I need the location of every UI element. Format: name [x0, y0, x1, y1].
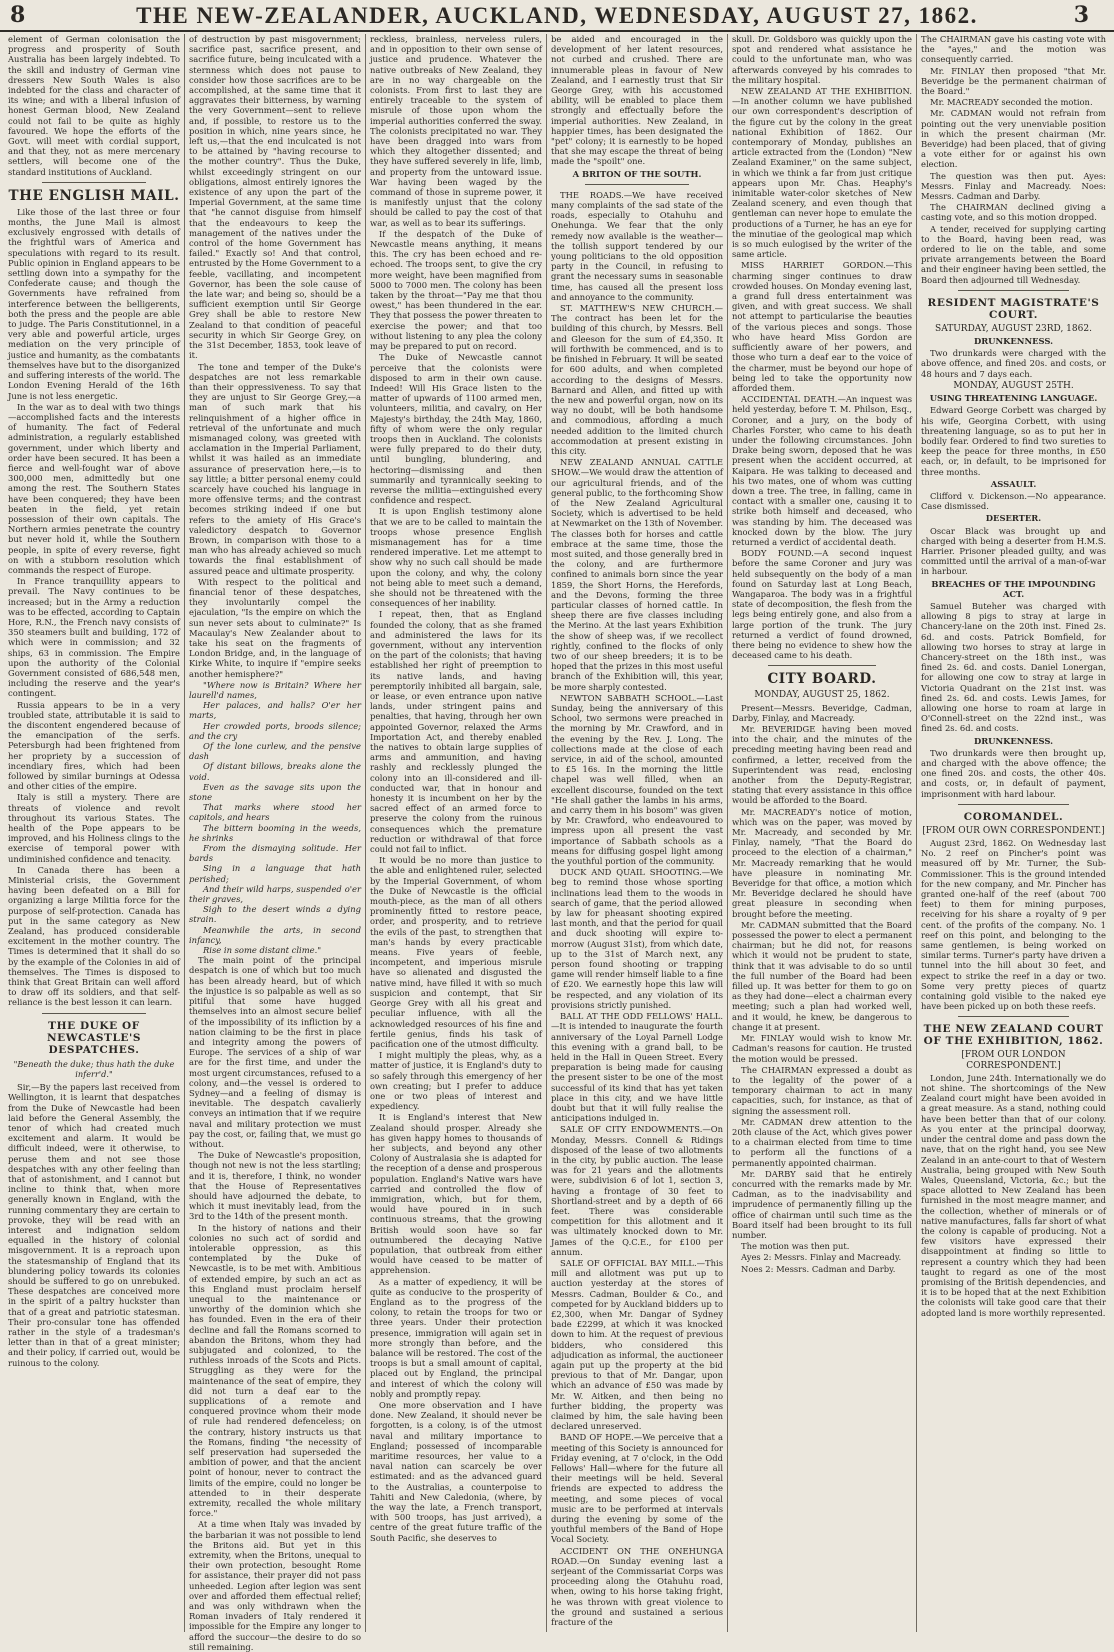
divider [958, 804, 1069, 805]
column-rule [365, 34, 366, 1632]
article-text: Italy is still a mystery. There are threats of violence and revolt throughout its various States. The health of the Pope appears to be improved, and his Holiness clings to the exercise of temporal power with undiminished confidence and tenacity. [8, 792, 180, 864]
report-text: The CHAIRMAN gave his casting vote with the "ayes," and the motion was consequently carried. [921, 34, 1106, 65]
headline-duke-despatches: THE DUKE OF NEWCASTLE'S DESPATCHES. [46, 1019, 142, 1056]
column-3 [370, 34, 542, 1632]
case-heading: DESERTER. [985, 513, 1042, 524]
news-item: BAND OF HOPE.—We perceive that a meeting of this Society is announced for Friday evening, at 7 o'clock, in the Odd Fellows' Hall—where for the future all their meetings will be held. Several friends are expected to address the meeting, and some pieces of vocal music are to be performed at intervals during the evening by some of the youthful members of the Band of Hope Vocal Society. [551, 1432, 723, 1545]
verse-line: Of distant billows, breaks alone the void. [189, 761, 361, 782]
divider [42, 182, 145, 183]
news-item: NEW ZEALAND ANNUAL CATTLE SHOW.—We would draw the attention of our agricultural friends, and of the general public, to the forthcoming Show of the New Zealand Agricultural Society, which is advertised to be held at Newmarket on the 13th of November. The classes both for horses and cattle embrace at the same time, those the most suited, and those generally bred in the colony, and are furthermore confined to animals born since the year 1859, the Short Horns, the Herefords, and the Devons, forming the three particular classes of horned cattle. In sheep there are five classes including the Merino. At the last years Exhibition the show of sheep was, if we recollect rightly, confined to the flocks of only two of our sheep breeders; it is to be hoped that the prizes in this most useful branch of the Exhibition will, this year, be more sharply contested. [551, 457, 723, 692]
report-text: The question was then put. Ayes: Messrs. Finlay and Macready. Noes: Messrs. Cadman and Darby. [921, 170, 1106, 202]
news-item: SALE OF CITY ENDOWMENTS.—On Monday, Messrs. Connell & Ridings disposed of the lease of two allotments in the city, by public auction. The lease was for 21 years and the allotments were, subdivision 6 of lot 1, section 3, having a frontage of 30 feet to Shortland-street and by a depth of 66 feet. There was considerable competition for this allotment and it was ultimately knocked down to Mr. James of the Q.C.E., for £100 per annum. [551, 1124, 723, 1257]
report-text: The CHAIRMAN expressed a doubt as to the legality of the power of a temporary chairman to act in many capacities, such, for instance, as that of signing the assessment roll. [732, 1064, 912, 1116]
letter-text: As a matter of expediency, it will be quite as conducive to the prosperity of England as to the progress of the colony, to retain the troops for two or three years. Under their protection presence, immigration will again set in more strongly than before, and the balance will be restored. The cost of the troops is but a small amount of capital, placed out by England, the principal and interest of which the colony will nobly and promptly repay. [370, 1276, 542, 1399]
verse-line: Meanwhile the arts, in second infancy, [189, 924, 361, 945]
case-text: Edward George Corbett was charged by his wife, Georgina Corbett, with using threatening language, so as to put her in bodily fear. Ordered to find two sureties to keep the peace for three months, in £50 each, or, in default, to be imprisoned for three months. [921, 405, 1106, 477]
divider [768, 665, 876, 666]
case-text: Oscar Black was brought up and charged with being a deserter from H.M.S. Harrier. Prisoner pleaded guilty, and was committed until the arrival of a man-of-war in harbour. [921, 525, 1106, 577]
letter-text: of destruction by past misgovernment; sacrifice past, sacrifice present, and sacrifice future, being inculcated with a sternness which does not pause to consider how those sacrifices are to be accomplished, at the same time that it aggravates their bitterness, by warning the very Government—sent to relieve and, if possible, to restore us to the position in which, nine years since, he left us,—that the end inculcated is not to be attained by "having recourse to the mother country". Thus the Duke, whilst exceedingly stringent on our obligations, almost entirely ignores the existence of any upon the part of the Imperial Government, at the same time that "he cannot disguise from himself that the endeavours to keep the management of the natives under the control of the home Government has failed." Exactly so! And that control, entrusted by the Home Government to a feeble, vacillating, and incompetent Governor, has been the sole cause of the late war; and being so, should be a sufficient exemption until Sir George Grey shall be able to restore New Zealand to that condition of peaceful security in which Sir George Grey, on the 31st December, 1853, took leave of it. [189, 34, 361, 361]
article-text: Russia appears to be in a very troubled state, attributable it is said to the discontent engendered because of the emancipation of the serfs. Petersburgh had been frightened from her propriety by a succession of incendiary fires, which had been followed by similar burnings at Odessa and other cities of the empire. [8, 699, 180, 792]
byline: [FROM OUR LONDON CORRESPONDENT.] [961, 1050, 1066, 1071]
page-number-right: 3 [1073, 2, 1090, 28]
report-text: Mr. FINLAY then proposed "that Mr. Beveridge be the permanent chairman of the Board." [921, 65, 1106, 97]
letter-text: It is upon English testimony alone that we are to be called to maintain the troops whose presence English mismanagement has for a time rendered imperative. Let me attempt to show why no such call should be made upon the colony, and why, the colony not being able to meet such a demand, she should not be threatened with the consequences of her inability. [370, 506, 542, 609]
news-item: BALL AT THE ODD FELLOWS' HALL.—It is intended to inaugurate the fourth anniversary of the Loyal Parnell Lodge this evening with a grand ball, to be held in the Hall in Queen Street. Every preparation is being made for causing the present sister to be one of the most successful of its kind that has yet taken place in this city, and we have little doubt but that it will fully realise the anticipations indulged in. [551, 1011, 723, 1124]
article-text: element of German colonisation the progress and prosperity of South Australia has been largely indebted. To the skill and industry of German vine dressers New South Wales is also indebted for the class and character of its wine; and with a liberal infusion of honest German blood, New Zealand could not fail to be quite as highly favoured. We hope the efforts of the Govt. will meet with cordial support, and that they, not as mere mercenary settlers, will become one of the standard institutions of Auckland. [8, 34, 180, 177]
letter-text: It would be no more than justice to the able and enlightened ruler, selected by the Imperial Government, of whom the Duke of Newcastle is the official mouth-piece, as the man of all others prominently fitted to restore peace, order, and prosperity, and to retrieve the evils of the past, to strengthen that man's hands by every practicable means. Five years of feeble, incompetent, and imperious misrule have so alienated and disgusted the native mind, have filled it with so much suspicion and contempt, that Sir George Grey with all his great and peculiar influence, with all the acknowledged resources of his fine and fertile genius, finds his task of pacification one of the utmost difficulty. [370, 855, 542, 1049]
dateline: MONDAY, AUGUST 25, 1862. [754, 690, 890, 701]
letter-text: If the despatch of the Duke of Newcastle means anything, it means this. The cry has been echoed and re-echoed. The troops sent, to give the cry more weight, have been magnified from 5000 to 7000 men. The colony has been taken by the throat—"Pay me that thou owest," has been thundered in the ear. They that possess the power threaten to exercise the power; and that too without listening to any plea the colony may be prepared to put on record. [370, 228, 542, 352]
verse-line: "Where now is Britain? Where her laurell'd names, [189, 679, 361, 700]
news-item: London, June 24th. Internationally we do not shine. The shortcomings of the New Zealand court might have been avoided in a great measure. As a stand, nothing could have been better than that of our colony. As you enter at the principal doorway, under the central dome and pass down the nave, that on the right hand, you see New Zealand in an ante-court to that of Western Australia, being grouped with New South Wales, Queensland, Victoria, &c.; but the space allotted to New Zealand has been furnished in the most meagre manner, and the collection, whether of minerals or of native manufactures, falls far short of what the colony is capable of producing. Not a few visitors have expressed their disappointment at finding so little to represent a country which they had been taught to regard as one of the most promising of the British dependencies, and it is to be hoped that at the next Exhibition the colonists will take good care that their adopted land is more worthily represented. [921, 1072, 1106, 1318]
letter-signature: A BRITON OF THE SOUTH. [572, 168, 702, 179]
letter-text: reckless, brainless, nerveless rulers, and in opposition to their own sense of justice and prudence. Whatever the native outbreaks of New Zealand, they are in no way chargeable on the colonists. From first to last they are entirely traceable to the system of misrule of those upon whom the imperial authorities conferred the sway. The colonists precipitated no war. They have been dragged into wars from which they altogether dissented; and they have suffered severely in life, limb, and property from the untoward issue. War having been waged by the command of those in supreme power, it is manifestly unjust that the colony should be called to pay the cost of that war, as well as to bear its sufferings. [370, 34, 542, 228]
news-item: August 23rd, 1862. On Wednesday last No. 2 reef on Pincher's point was measured off by Mr. Turner, the Sub-Commissioner. This is the ground intended for the new company, and Mr. Pincher has granted one-half of the reef (about 700 feet) to them for mining purposes, receiving for his share a royalty of 9 per cent. of the profits of the company. No. 1 reef on this point, and belonging to the same gentlemen, is being worked on similar terms. Turner's party have driven a tunnel into the hill about 30 feet, and expect to strike the reef in a day or two. Some very pretty pieces of quartz containing gold visible to the naked eye have been picked up on both these reefs. [921, 838, 1106, 1012]
report-text: The CHAIRMAN declined giving a casting vote, and so this motion dropped. [921, 202, 1106, 223]
report-text: Ayes 2: Messrs. Finlay and Macready. [741, 1252, 902, 1263]
verse-line: The bittern booming in the weeds, he shrinks [189, 822, 361, 843]
news-item: THE ROADS.—We have received many complaints of the sad state of the roads, especially to Otahuhu and Onehunga. We fear that the only remedy now available is the weather—the tollish support tendered by our young politicians to the old opposition party in the Council, in refusing to grant the necessary sums in seasonable time, has caused all the present loss and annoyance to the community. [551, 189, 723, 302]
news-item: MISS HARRIET GORDON.—This charming singer continues to draw crowded houses. On Monday evening last, a grand full dress entertainment was given, and with great success. We shall not attempt to particularise the beauties of the various pieces and songs. Those who have heard Miss Gordon are sufficiently aware of her powers, and those who turn a deaf ear to the voice of the charmer, must be beyond our hope of being led to take the opportunity now afforded them. [732, 260, 912, 393]
report-text: Mr. BEVERIDGE having been moved into the chair, and the minutes of the preceding meeting having been read and confirmed, a letter, received from the Superintendent was read, enclosing another from the Deputy-Registrar, stating that every assistance in this office would be afforded to the Board. [732, 724, 912, 806]
newspaper-title: THE NEW-ZEALANDER, AUCKLAND, WEDNESDAY, AUGUST 27, 1862. [136, 3, 978, 28]
report-text: Mr. CADMAN drew attention to the 20th clause of the Act, which gives power to a chairman elected from time to time to perform all the functions of a permanently appointed chairman. [732, 1116, 912, 1168]
article-text: In Canada there has been a Ministerial crisis, the Government having been defeated on a Bill for organizing a large Militia force for the purpose of self-protection. Canada has put in the same category as New Zealand, has produced considerable excitement in the mother country. The Times is determined that it shall do so by the example of the Colonies in aid of themselves. The Times is disposed to think that Great Britain can well afford to draw off its soldiers, and that self-reliance is the best lesson it can learn. [8, 864, 180, 1008]
report-text: Noes 2: Messrs. Cadman and Darby. [741, 1263, 896, 1274]
letter-text: I repeat, then, that as England founded the colony, that as she framed and administered the laws for its government, without any intervention on the part of the colonists; that having established her right of preemption to its native lands, and having peremptorily inhibited all bargain, sale, or lease, or even entrance upon native lands, under stringent pains and penalties, that having, through her own appointed Governor, relaxed the Arms Importation Act, and thereby enabled the natives to obtain large supplies of arms and ammunition, and having rashly and recklessly plunged the colony into an ill-considered and ill-conducted war, that in honour and honesty it is incumbent on her by the sacred effect of an armed force to preserve the colony from the ruinous consequences which the premature reduction or withdrawal of that force could not fail to inflict. [370, 609, 542, 855]
letter-text: It is England's interest that New Zealand should prosper. Already she has given happy homes to thousands of her subjects, and beyond any other Colony of Australasia she is adapted for the reception of a dense and prosperous population. England's Native wars have carried and controlled the flow of immigration, which, but for them, would have poured in in such continuous streams, that the growing British would soon have so far outnumbered the decaying Native population, that outbreak from either would have ceased to be matter of apprehension. [370, 1112, 542, 1276]
headline-coromandel: COROMANDEL. [963, 810, 1064, 823]
news-item: BODY FOUND.—A second inquest before the same Coroner and jury was held subsequently on the body of a man found on Saturday last at Long Beach, Wangaparoa. The body was in a frightful state of decomposition, the flesh from the legs being entirely gone, and also from a large portion of the trunk. The jury returned a verdict of found drowned, there being no evidence to shew how the deceased came to his death. [732, 548, 912, 661]
letter-text: Sir,—By the papers last received from Wellington, it is learnt that despatches from the Duke of Newcastle had been laid before the General Assembly, the tenor of which had created much excitement and alarm. It would be difficult indeed, were it otherwise, to peruse them and not see those despatches with any other feeling than that of astonishment, and I cannot but incline to think that, when more generally known in England, with the running commentary they are certain to provoke, they will be read with an interest and indignation seldom equalled in the history of colonial misgovernment. It is a reproach upon the statesmanship of England that its blundering policy towards its colonies should be suffered to go on unrebuked. These despatches are conceived more in the spirit of a paltry huckster than that of a great and patriotic statesman. Their pro-consular tone has offended rather in the style of a tradesman's letter than in that of a great minister; and their policy, if carried out, would be ruinous to the colony. [8, 1082, 180, 1368]
letter-text: In the history of nations and their colonies no such act of sordid and intolerable oppression, as this contemplated by the Duke of Newcastle, is to be met with. Ambitious of extended empire, by such an act as this England must proclaim herself unequal to the maintenance or unworthy of the dominion which she has founded. Even in the era of their decline and fall the Romans scorned to abandon the Britons, whom they had subjugated and colonized, to the ruthless inroads of the Scots and Picts. Struggling as they were for the maintenance of the seat of empire, they did not turn a deaf ear to the supplications of a remote and conquered province whom their mode of rule had rendered defenceless; on the contrary, history instructs us that the Romans, finding "the necessity of self preservation had superseded the ambition of power, and that the ancient point of honour, never to contract the limits of the empire, could no longer be attended to in their desperate extremity, recalled the whole military force." [189, 1222, 361, 1519]
page-number-left: 8 [10, 2, 27, 28]
divider [958, 1016, 1069, 1017]
news-item: NEWTON SABBATH SCHOOL.—Last Sunday, being the anniversary of this School, two sermons were preached in the morning by Mr. Crawford, and in the evening by the Rev. J. Long. The collections made at the close of each service, in aid of the school, amounted to £5 16s. In the morning the little chapel was well filled, when an excellent discourse, founded on the text "He shall gather the lambs in his arms, and carry them in his bosom" was given by Mr. Crawford, who endeavoured to impress upon all present the vast importance of Sabbath schools as a means for diffusing gospel light among the youthful portion of the community. [551, 692, 723, 867]
masthead [0, 0, 1114, 32]
case-heading: USING THREATENING LANGUAGE. [929, 393, 1098, 404]
report-text: Mr. CADMAN would not refrain from pointing out the very unenviable position in which the present chairman (Mr. Beveridge) had been placed, that of giving a vote either for or against his own election. [921, 108, 1106, 170]
article-text: In France tranquillity appears to prevail. The Navy continues to be increased; but in the Army a reduction was to be effected, according to Captain Hore, R.N., the French navy consists of 350 steamers built and building, 172 of which were in commission; and 32 ships, 63 in commission. The Empire upon the authority of the Colonial Government consisted of 686,548 men, including the reserve and the year's contingent. [8, 576, 180, 699]
column-4 [551, 34, 723, 1632]
verse-line: Sigh to the desert winds a dying strain. [189, 904, 361, 925]
letter-text: With respect to the political and financial tenor of these despatches, they involuntarily compel the ejaculation, "Is the empire on which the sun never sets about to culminate?" Is Macaulay's New Zealander about to take his seat on the fragments of London Bridge, and, in the language of Kirke White, to inquire if "empire seeks another hemisphere?" [189, 576, 361, 679]
verse-line: Even as the savage sits upon the stone [189, 781, 361, 803]
column-5 [732, 34, 912, 1632]
column-2 [189, 34, 361, 1652]
column-1 [8, 34, 180, 1632]
column-6 [921, 34, 1106, 1632]
verse-line: Her palaces, and halls? O'er her marts, [189, 700, 361, 721]
report-text: Mr. MACREADY's notice of motion, which was on the paper, was moved by Mr. Macready, and seconded by Mr. Finlay, namely, "That the Board do proceed to the election of a chairman," Mr. Macready remarking that he would have pleasure in nominating Mr. Beveridge for that office, a motion which Mr. Beveridge declared he should have great pleasure in seconding when brought before the meeting. [732, 806, 912, 919]
letter-text: The Duke of Newcastle's proposition, though not new is not the less startling; and it is, therefore, I think, no wonder that the House of Representatives should have adjourned the debate, to which it must inevitably lead, from the 3rd to the 14th of the present month. [189, 1150, 361, 1222]
report-text: Mr. CADMAN submitted that the Board possessed the power to elect a permanent chairman; but he did not, for reasons which it would not be prudent to state, think that it was advisable to do so until the full number of the Board had been filled up. It was better for them to go on as they had done—elect a chairman every meeting; such a plan had worked well, and it would, he knew, be dangerous to change it at present. [732, 919, 912, 1032]
dateline: SATURDAY, AUGUST 23RD, 1862. [935, 323, 1092, 334]
letter-text: The Duke of Newcastle cannot perceive that the colonists were disposed to arm in their own cause. Indeed! Will His Grace listen to the matter of upwards of 1100 armed men, volunteers, militia, and cavalry, on Her Majesty's birthday, the 24th May, 1860, fifty of whom were the only regular troops then in Auckland. The colonists were fully prepared to do their duty, until bungling, blundering, and hectoring—dismissing and then summarily and tyrannically seeking to reverse the militia—extinguished every confidence and respect. [370, 352, 542, 506]
article-text: Like those of the last three or four months, the June Mail is almost exclusively engrossed with details of the frightful wars of America and speculations with regard to its result. Public opinion in England appears to be settling down into a sympathy for the Confederate cause; and though the Governments have refrained from interference between the belligerents, both the press and the people are able to judge. The Paris Constitutionnel, in a very able and powerful article, urges mediation on the very principle of justice and humanity, as the combatants themselves have but to the disorganized and suffering interests of the world. The London Evening Herald of the 16th June is not less energetic. [8, 206, 180, 401]
news-item: ST. MATTHEW'S NEW CHURCH.—The contract has been let for the building of this church, by Messrs. Bell and Gleeson for the sum of £4,350. It will forthwith be commenced, and is to be finished in February. It will be seated for 600 adults, and when completed according to the designs of Messrs. Barnard and Allen, and fitted up with the new and powerful organ, now on its way no doubt, will be both handsome and commodious, affording a much needed addition to the limited church accommodation at present existing in this city. [551, 303, 723, 456]
news-item: ACCIDENTAL DEATH.—An inquest was held yesterday, before T. M. Philson, Esq., Coroner, and a jury, on the body of Charles Forster, who came to his death under the following circumstances. John Drake being sworn, deposed that he was present when the accident occurred, at Kaipara. He was talking to deceased and his two mates, one of whom was cutting down a tree. The tree, in falling, came in contact with a smaller one, causing it to strike both himself and deceased, who was standing by him. The deceased was knocked down by the blow. The jury returned a verdict of accidental death. [732, 394, 912, 547]
headline-city-board: CITY BOARD. [767, 671, 877, 688]
letter-text: I might multiply the pleas, why, as a matter of justice, it is England's duty to so safely through this emergency of her own creating; but I prefer to adduce one or two pleas of interest and expediency. [370, 1050, 542, 1112]
verse-quotation [189, 680, 361, 955]
report-text: Mr. MACREADY seconded the motion. [930, 97, 1093, 108]
news-item: skull. Dr. Goldsboro was quickly upon the spot and rendered what assistance he could to the unfortunate man, who was afterwards conveyed by his comrades to the military hospital. [732, 34, 912, 85]
letter-text: The main point of the principal despatch is one of which but too much has been already heard, but of which the injustice is so palpable as well as so pitiful that some have hugged themselves into an almost secure belief of the impossibility of its infliction by a nation claiming to be the first in place and integrity among the powers of Europe. The services of a ship of war are for the first time, and under the most urgent circumstances, refused to a colony, and—the vessel is ordered to Sydney—and a feeling of dismay is inevitable. The despatch cavalierly conveys an intimation that if we require naval and military protection we must pay the cost, or, failing that, we must go without. [189, 955, 361, 1149]
verse-line: Rise in some distant clime." [203, 945, 322, 956]
column-rule [727, 34, 728, 1632]
case-heading: ASSAULT. [990, 478, 1037, 489]
news-item: ACCIDENT ON THE ONEHUNGA ROAD.—On Sunday evening last a serjeant of the Commissariat Corps was proceeding along the Otahuhu road, when, owing to his horse taking fright, he was thrown with great violence to the ground and sustained a serious fracture of the [551, 1545, 723, 1628]
column-rule [184, 34, 185, 1632]
case-text: Clifford v. Dickenson.—No appearance. Case dismissed. [921, 490, 1106, 512]
epigraph: "Beneath the duke; thus hath the duke inferr'd." [13, 1058, 175, 1079]
divider [42, 1013, 145, 1014]
divider [958, 290, 1069, 291]
letter-text: One more observation and I have done. New Zealand, it should never be forgotten, is a colony, is of the utmost naval and military importance to England; possessed of incomparable maritime resources, her value to a naval nation can scarcely be over estimated: and as the advanced guard to the Australias, a counterpoise to Tahiti and New Caledonia, (where, by the way the late, a French transport, with 500 troops, has just arrived), a centre of the great future traffic of the South Pacific, she deserves to [370, 1400, 542, 1543]
verse-line: Her crowded ports, broods silence; and the cry [189, 720, 361, 741]
column-rule [916, 34, 917, 1632]
news-item: NEW ZEALAND AT THE EXHIBITION.—In another column we have published our own correspondent's description of the figure cut by the colony in the great national Exhibition of 1862. Our contemporary of Monday, publishes an article extracted from the (London) "New Zealand Examiner," on the same subject, in which we think a far from just critique appears upon Mr. Chas. Heaphy's inimitable water-color sketches of New Zealand scenery, and even though that gentleman can never hope to emulate the productions of a Turner, he has an eye for the minutiae of the geological map which is so much eulogised by the writer of the same article. [732, 86, 912, 260]
column-rule [546, 34, 547, 1632]
letter-text: At a time when Italy was invaded by the barbarian it was not possible to lend the Britons aid. But yet in this extremity, when the Britons, unequal to their own protection, besought Rome for assistance, their prayer did not pass unheeded. Legion after legion was sent over and afforded them effectual relief; and was only withdrawn when the Roman invaders of Italy rendered it impossible for the Empire any longer to afford the succour—the desire to do so still remaining. [189, 1519, 361, 1652]
report-text: Present—Messrs. Beveridge, Cadman, Darby, Finlay, and Macready. [732, 702, 912, 723]
case-text: Samuel Buteher was charged with allowing 8 pigs to stray at large in Chancery-lane on the 20th inst. Fined 2s. 6d. and costs. Patrick Bomfield, for allowing two horses to stray at large in Chancery-street on the 18th inst., was fined 2s. 6d. and costs. Daniel Lonergan, for allowing one cow to stray at large in Victoria Quadrant on the 21st inst. was fined 2s. 6d. and costs. Lewis James, for allowing one horse to roam at large in O'Connell-street on the 22nd inst., was fined 2s. 6d. and costs. [921, 600, 1106, 734]
headline-english-mail: THE ENGLISH MAIL. [8, 187, 180, 204]
article-text: In the war as to deal with two things—accomplished facts and the interests of humanity. The fact of Federal administration, a regularly established government, under which liberty and order have been secured. It has been a fierce and well-fought war of above 300,000 men, admittedly but one among the rest. The Southern States have been conquered; they have been beaten in the field, yet retain possession of their own capitals. The Northern armies penetrate the country but never hold it, while the Southern people, in spite of every reverse, fight on with a stubborn resolution which commands the respect of Europe. [8, 401, 180, 575]
verse-line: Of the lone curlew, and the pensive dash [189, 741, 361, 762]
verse-line: Sing in a language that hath perished; [189, 863, 361, 884]
verse-line: From the dismaying solitude. Her bards [189, 843, 361, 864]
verse-line: And their wild harps, suspended o'er their graves, [189, 883, 361, 905]
report-text: A tender, received for supplying carting to the Board, having been read, was ordered to lie on the table, and some private arrangements between the Board and their engineer having been settled, the Board then adjourned till Wednesday. [921, 223, 1106, 285]
case-heading: DRUNKENNESS. [973, 336, 1054, 347]
case-text: Two drunkards were charged with the above offence, and fined 20s. and costs, or 48 hours and 7 days each. [921, 348, 1106, 379]
letter-text: The tone and temper of the Duke's despatches are not less remarkable than their oppressiveness. To say that they are unjust to Sir George Grey,—a man of such mark that his relinquishment of a higher office in retrieval of the unfortunate and much mismanaged colony, was greeted with acclamation in the Imperial Parliament, whilst it was hailed as an immediate assurance of preservation here,—is to say little; a bitter personal enemy could scarcely have couched his language in more offensive terms; and the contrast becomes striking indeed if one but refers to the amiety of His Grace's valedictory despatch to Governor Brown, in comparison with those to a man who has already achieved so much towards the final establishment of assured peace and ultimate prosperity. [189, 361, 361, 576]
report-text: Mr. DARBY said that he entirely concurred with the remarks made by Mr. Cadman, as to the inadvisability and imprudence of permanently filling up the office of chairman until such time as the Board itself had been brought to its full number. [732, 1168, 912, 1240]
letter-text: be aided and encouraged in the development of her latent resources, not curbed and crushed. There are innumerable pleas in favour of New Zealand, and I earnestly trust that Sir George Grey, with his accustomed ability, will be enabled to place them strongly and effectually before the imperial authorities. New Zealand, in happier times, has been designated the "pet" colony; it is earnestly to be hoped that she may escape the threat of being made the "spoilt" one. [551, 34, 723, 167]
news-item: DUCK AND QUAIL SHOOTING.—We beg to remind those whose sporting inclinations lead them to the woods in search of game, that the period allowed by law for pheasant shooting expired last month, and that the period for quail and duck shooting will expire to-morrow (August 31st), from which date, up to the 31st of March next, any person found shooting or trapping game will render himself liable to a fine of £20. We earnestly hope this law will be respected, and any violation of its provisions strictly punished. [551, 867, 723, 1010]
news-item: SALE OF OFFICIAL BAY MILL.—This mill and allotment was put up to auction yesterday at the stores of Messrs. Cadman, Boulder & Co., and competed for by Auckland bidders up to £2,300, when Mr. Dangar of Sydney bade £2299, at which it was knocked down to him. At the request of previous bidders, who considered this adjudication as informal, the auctioneer again put up the property at the bid previous to that of Mr. Dangar, upon which an advance of £50 was made by Mr. W. Aitken, and then being no further bidding, the property was claimed by him, the sale having been declared unreserved. [551, 1257, 723, 1432]
headline-magistrates-court: RESIDENT MAGISTRATE'S COURT. [927, 296, 1100, 321]
report-text: Mr. FINLAY would wish to know Mr. Cadman's reasons for caution. He trusted the motion would be pressed. [732, 1033, 912, 1064]
case-heading: BREACHES OF THE IMPOUNDING ACT. [931, 578, 1096, 599]
dateline: MONDAY, AUGUST 25TH. [953, 380, 1074, 391]
case-heading: DRUNKENNESS. [973, 735, 1054, 746]
verse-line: That marks where stood her capitols, and hears [189, 802, 361, 823]
case-text: Two drunkards were then brought up, and charged with the above offence; the one fined 20s. and costs, the other 40s. and costs, or, in default of payment, imprisonment with hard labour. [921, 747, 1106, 799]
report-text: The motion was then put. [741, 1241, 850, 1252]
headline-exhibition-court: THE NEW ZEALAND COURT OF THE EXHIBITION, 1862. [923, 1023, 1104, 1048]
byline: [FROM OUR OWN CORRESPONDENT.] [922, 825, 1105, 836]
divider [585, 184, 688, 185]
